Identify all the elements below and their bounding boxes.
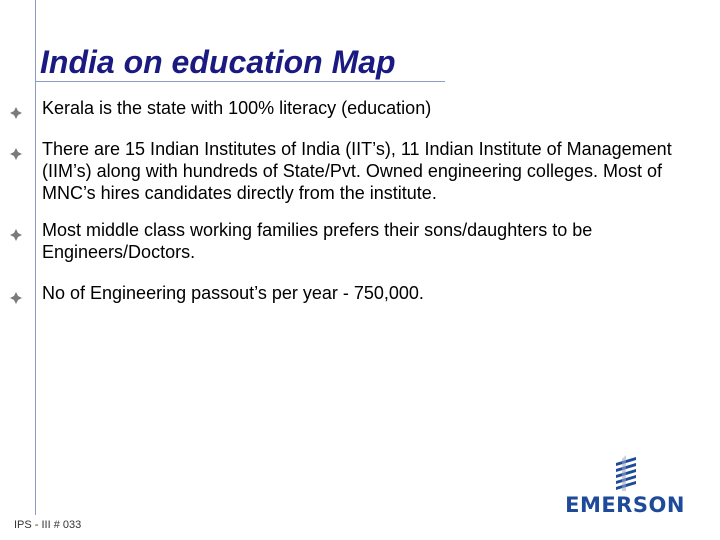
- bullet-list: [0, 97, 720, 304]
- bullet-text: Kerala is the state with 100% literacy (education): [42, 98, 432, 118]
- slide-footer: IPS - III # 033: [14, 519, 82, 531]
- diamond-bullet-icon: [10, 148, 22, 160]
- bullet-item: [0, 138, 720, 204]
- emerson-logo-icon: [612, 455, 640, 491]
- emerson-logo: [560, 455, 690, 517]
- slide-title: India on education Map: [40, 44, 396, 80]
- diamond-bullet-icon: [10, 107, 22, 119]
- bullet-text: There are 15 Indian Institutes of India (IIT’s), 11 Indian Institute of Management (IIM’s) along with hundreds of State/Pvt. Owned engineering colleges. Most of MNC’s hires candidates directly from the institute.: [42, 139, 672, 203]
- diamond-bullet-icon: [10, 229, 22, 241]
- bullet-text: No of Engineering passout’s per year - 750,000.: [42, 283, 424, 303]
- diamond-bullet-icon: [10, 292, 22, 304]
- bullet-item: [0, 219, 720, 263]
- emerson-logo-text: EMERSON: [565, 493, 685, 517]
- bullet-item: [0, 282, 720, 304]
- title-underline: [35, 81, 445, 82]
- bullet-text: Most middle class working families prefers their sons/daughters to be Engineers/Doctors.: [42, 220, 593, 262]
- bullet-item: [0, 97, 720, 119]
